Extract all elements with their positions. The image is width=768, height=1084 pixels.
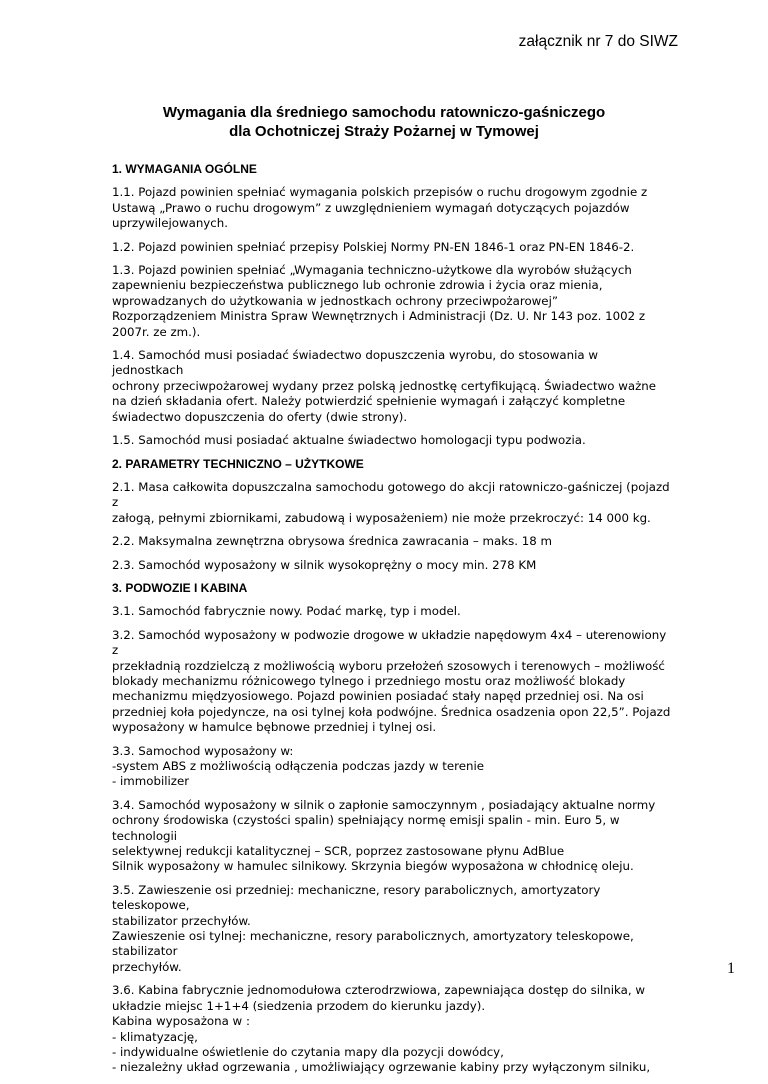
page-number: 1 [727,960,735,977]
paragraph-3-3: 3.3. Samochod wyposażony w: -system ABS z możliwością odłączenia podczas jazdy w terenie - immobilizer [112,743,485,789]
paragraph-3-1: 3.1. Samochód fabrycznie nowy. Podać markę, typ i model. [112,604,461,619]
title-line-1: Wymagania dla średniego samochodu ratowniczo-gaśniczego [162,104,606,121]
paragraph-1-2: 1.2. Pojazd powinien spełniać przepisy Polskiej Normy PN-EN 1846-1 oraz PN-EN 1846-2. [112,239,635,254]
paragraph-1-5: 1.5. Samochód musi posiadać aktualne świadectwo homologacji typu podwozia. [112,433,586,448]
title-line-2: dla Ochotniczej Straży Pożarnej w Tymowej [229,123,539,140]
paragraph-2-1: 2.1. Masa całkowita dopuszczalna samochodu gotowego do akcji ratowniczo-gaśniczej (pojazd z załogą, pełnymi zbiornikami, zabudową i wyposażeniem) nie może przekroczyć: 14 000 kg. [112,479,670,525]
paragraph-3-6: 3.6. Kabina fabrycznie jednomodułowa czterodrzwiowa, zapewniająca dostęp do silnika, w układzie miejsc 1+1+4 (siedzenia przodem do kierunku jazdy). Kabina wyposażona w : - klimatyzację, - indywidualne oświetlenie do czytania mapy dla pozycji dowódcy, - niezależny układ ogrzewania , umożliwiający ogrzewanie kabiny przy wyłączonym silniku, [112,983,651,1075]
paragraph-1-3: 1.3. Pojazd powinien spełniać „Wymagania techniczno-użytkowe dla wyrobów służących zapewnieniu bezpieczeństwa publicznego lub ochronie zdrowia i życia oraz mienia, wprowadzanych do użytkowania w jednostkach ochrony przeciwpożarowej” Rozporządzeniem Ministra Spraw Wewnętrznych i Administracji (Dz. U. Nr 143 poz. 1002 z 2007r. ze zm.). [112,263,646,339]
section-heading: 1. WYMAGANIA OGÓLNE [112,162,257,176]
section-technical-parameters [112,457,672,573]
section-heading: 3. PODWOZIE I KABINA [112,580,248,595]
section-general [112,162,672,449]
annex-label: załącznik nr 7 do SIWZ [518,33,678,50]
paragraph-3-2: 3.2. Samochód wyposażony w podwozie drogowe w układzie napędowym 4x4 – uterenowiony z przekładnią rozdzielczą z możliwością wyboru przełożeń szosowych i terenowych – możliwość blokady mechanizmu różnicowego tylnego i przedniego mostu oraz możliwość blokady mechanizmu międzyosiowego. Pojazd powinien posiadać stały napęd przedniej osi. Na osi przedniej koła pojedyncze, na osi tylnej koła podwójne. Średnica osadzenia opon 22,5”. Pojazd wyposażony w hamulce bębnowe przedniej i tylnej osi. [112,627,671,735]
paragraph-2-3: 2.3. Samochód wyposażony w silnik wysokoprężny o mocy min. 278 KM [112,557,537,572]
section-heading: 2. PARAMETRY TECHNICZNO – UŻYTKOWE [112,456,364,471]
document-body [112,162,672,1084]
document-title [0,103,768,141]
section-chassis-cabin [112,581,672,1076]
paragraph-1-4: 1.4. Samochód musi posiadać świadectwo dopuszczenia wyrobu, do stosowania w jednostkach ochrony przeciwpożarowej wydany przez polską jednostkę certyfikującą. Świadectwo ważne na dzień składania ofert. Należy potwierdzić spełnienie wymagań i załączyć kompletne świadectwo dopuszczenia do oferty (dwie strony). [112,348,657,424]
paragraph-1-1: 1.1. Pojazd powinien spełniać wymagania polskich przepisów o ruchu drogowym zgodnie z Ustawą „Prawo o ruchu drogowym” z uwzględnieniem wymagań dotyczących pojazdów uprzywilejowanych. [112,185,648,231]
paragraph-3-4: 3.4. Samochód wyposażony w silnik o zapłonie samoczynnym , posiadający aktualne normy ochrony środowiska (czystości spalin) spełniający normę emisji spalin - min. Euro 5, w technologii selektywnej redukcji katalitycznej – SCR, poprzez zastosowane płynu AdBlue Silnik wyposażony w hamulec silnikowy. Skrzynia biegów wyposażona w chłodnicę oleju. [112,797,656,874]
paragraph-3-5: 3.5. Zawieszenie osi przedniej: mechaniczne, resory parabolicznych, amortyzatory teleskopowe, stabilizator przechyłów. Zawieszenie osi tylnej: mechaniczne, resory parabolicznych, amortyzatory teleskopowe, stabilizator przechyłów. [112,882,634,974]
paragraph-2-2: 2.2. Maksymalna zewnętrzna obrysowa średnica zawracania – maks. 18 m [112,534,552,549]
